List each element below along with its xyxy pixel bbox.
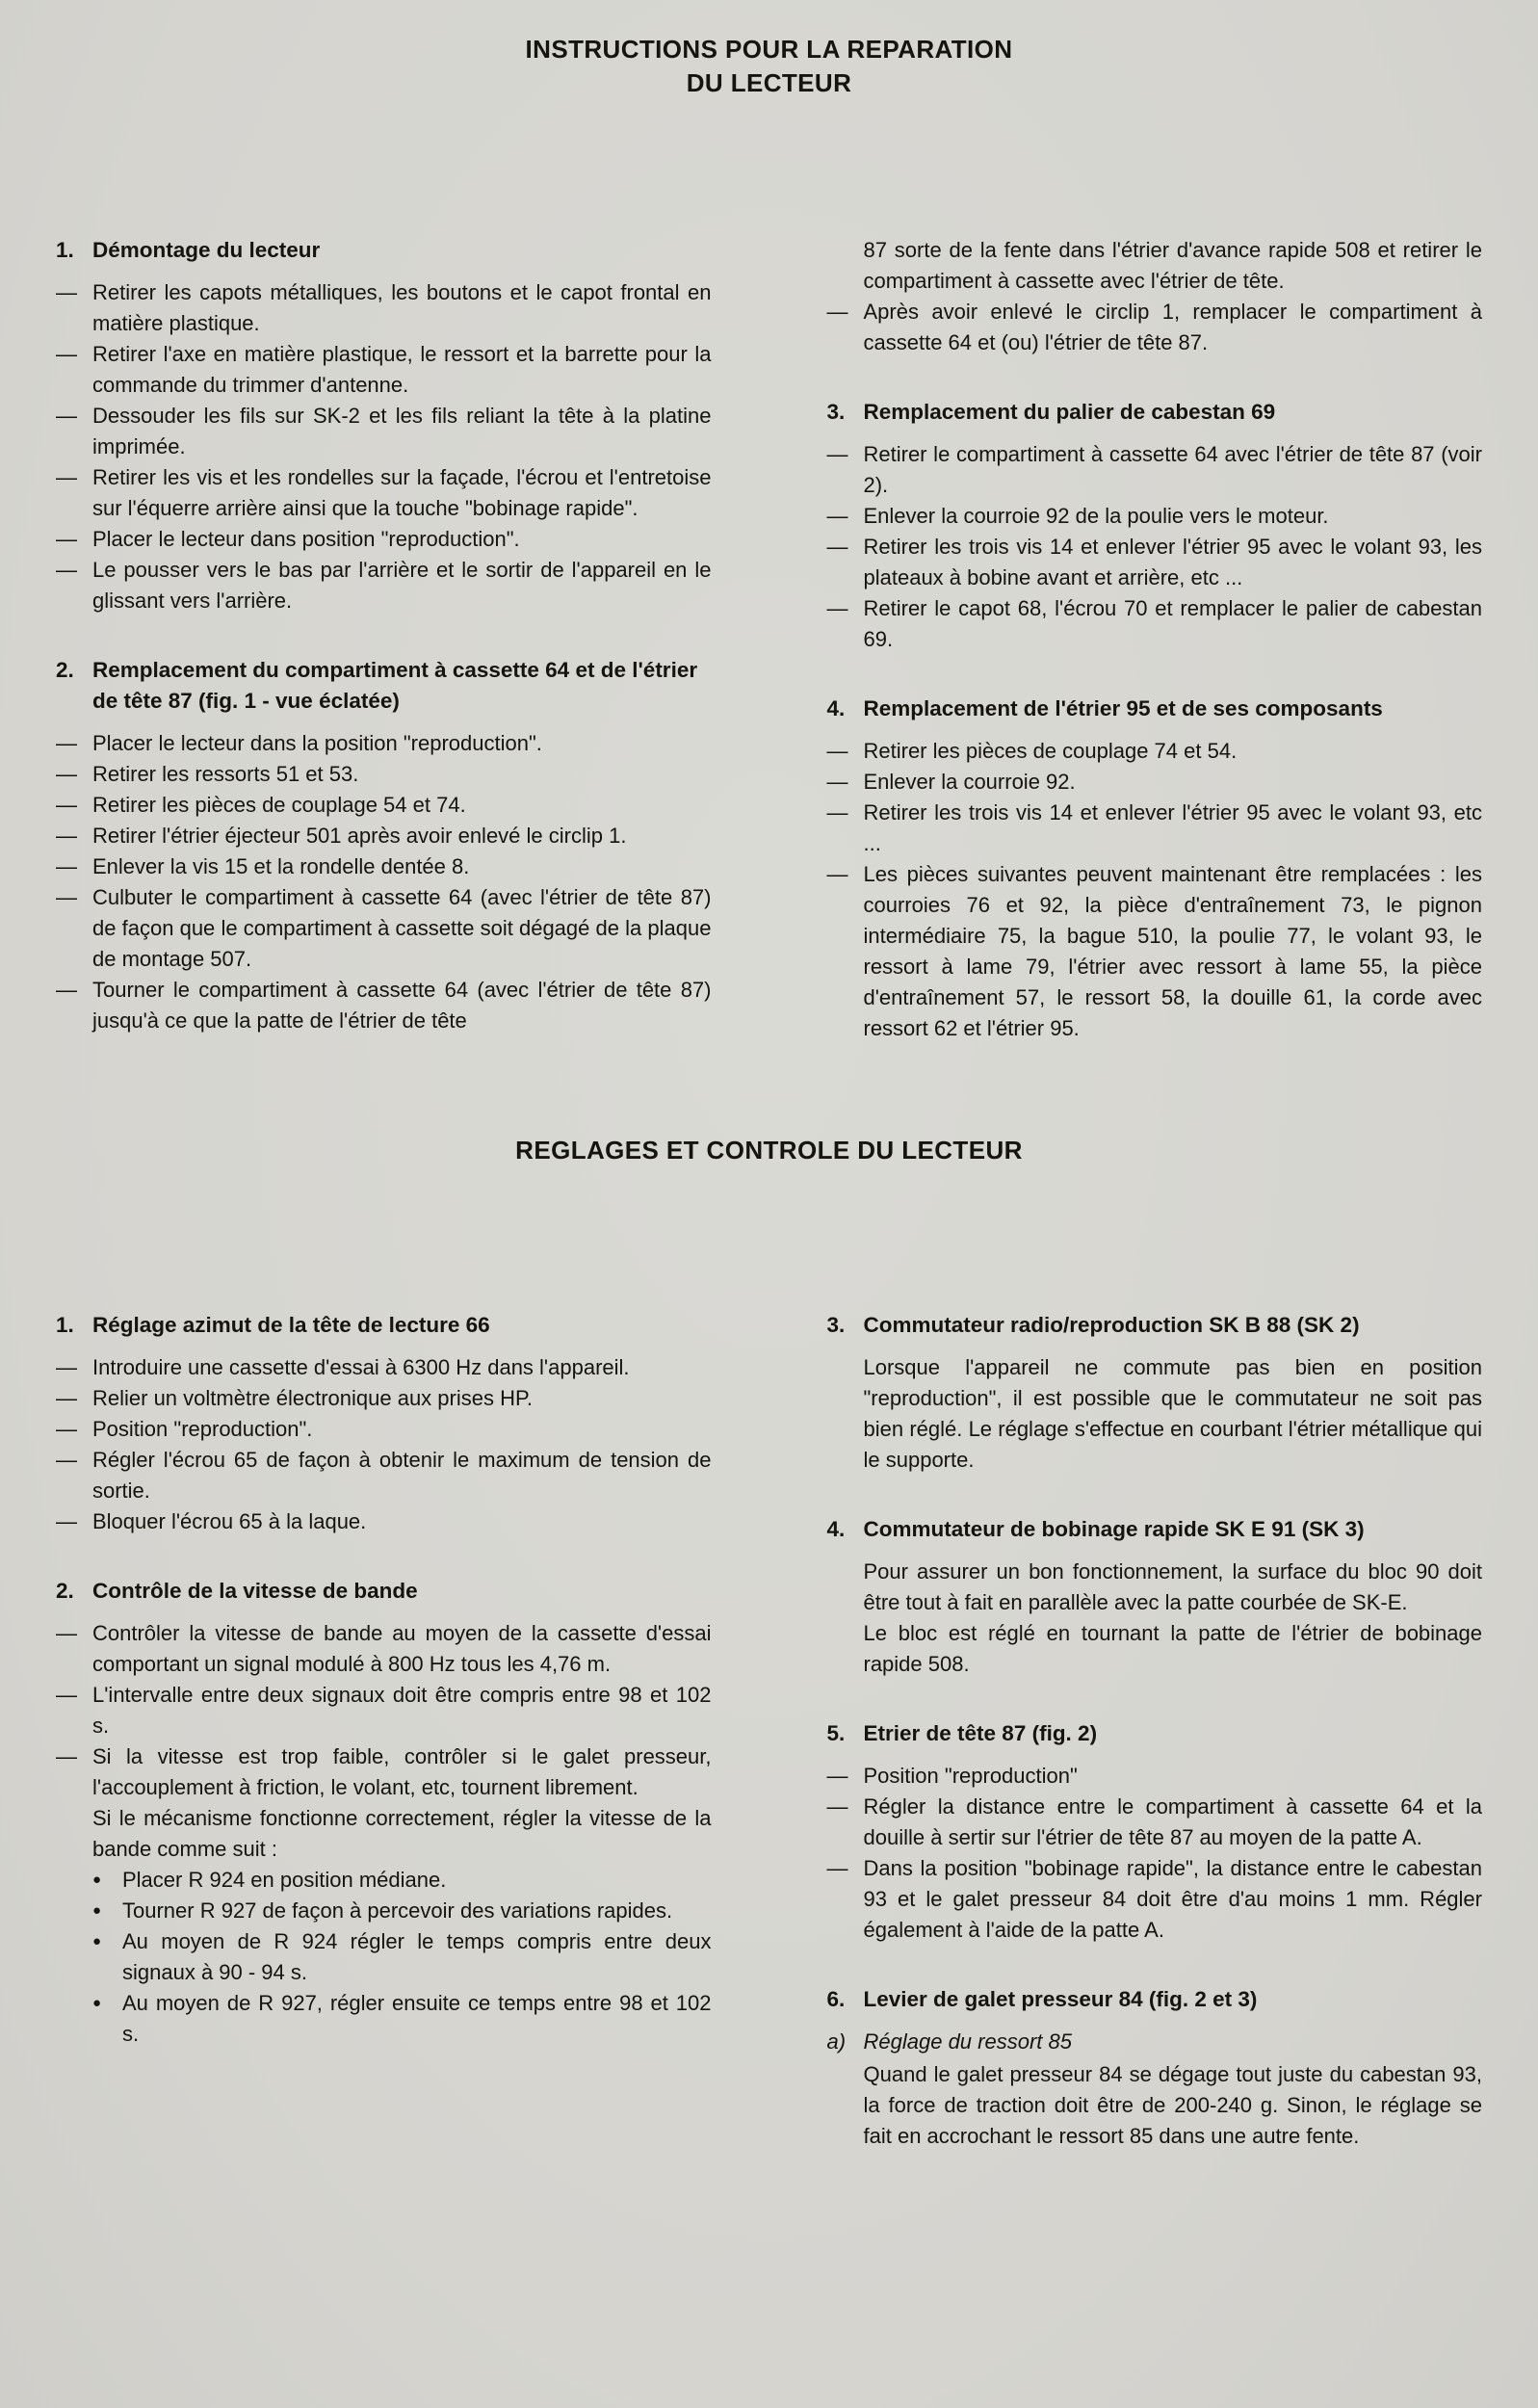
dash-list-item	[827, 297, 1483, 358]
dash-marker-icon: —	[56, 280, 77, 304]
dash-marker-icon: —	[826, 1794, 848, 1819]
section-heading	[827, 397, 1483, 428]
list-item-text: Au moyen de R 924 régler le temps compris entre deux signaux à 90 - 94 s.	[122, 1929, 712, 1984]
paragraph-text: Quand le galet presseur 84 se dégage tout juste du cabestan 93, la force de traction doit être de 200-240 g. Sinon, le réglage se fait en accrochant le ressort 85 dans une autre fente.	[863, 2062, 1482, 2148]
dash-marker-icon: —	[826, 596, 848, 620]
bullet-marker-icon: ●	[92, 1995, 102, 2011]
dash-marker-icon: —	[826, 770, 848, 794]
section-heading-text: Remplacement du compartiment à cassette 64 et de l'étrier de tête 87 (fig. 1 - vue éclatée)	[92, 658, 698, 713]
dash-marker-icon: —	[56, 885, 77, 909]
list-item-text: Placer le lecteur dans position "reproduction".	[92, 527, 520, 551]
dash-marker-icon: —	[56, 558, 77, 582]
list-item-text: Dessouder les fils sur SK-2 et les fils reliant la tête à la platine imprimée.	[92, 404, 712, 458]
list-item-text: Relier un voltmètre électronique aux prises HP.	[92, 1386, 533, 1410]
dash-marker-icon: —	[56, 762, 77, 786]
dash-list-item	[56, 790, 712, 821]
dash-marker-icon: —	[56, 978, 77, 1002]
section-heading-text: Démontage du lecteur	[92, 238, 321, 262]
section-number: 6.	[826, 1987, 846, 2011]
list-item-text: Placer R 924 en position médiane.	[122, 1868, 447, 1892]
section-heading	[827, 1310, 1483, 1341]
list-item-text: Retirer l'étrier éjecteur 501 après avoir enlevé le circlip 1.	[92, 824, 627, 848]
list-item-text: Retirer les ressorts 51 et 53.	[92, 762, 359, 786]
dash-marker-icon: —	[56, 1355, 77, 1379]
dash-list-item	[827, 1761, 1483, 1792]
bullet-marker-icon: ●	[92, 1902, 102, 1919]
section-heading	[827, 694, 1483, 724]
dash-marker-icon: —	[56, 1386, 77, 1410]
dash-list-item	[56, 462, 712, 524]
dash-list-item	[56, 728, 712, 759]
list-item-text: Régler la distance entre le compartiment à cassette 64 et la douille à sertir sur l'étrier de tête 87 au moyen de la patte A.	[863, 1794, 1482, 1849]
dash-list-item	[827, 1853, 1483, 1946]
dash-list-item	[56, 1383, 712, 1414]
dash-marker-icon: —	[56, 1448, 77, 1472]
continuation-text: 87 sorte de la fente dans l'étrier d'avance rapide 508 et retirer le compartiment à cassette avec l'étrier de tête.	[863, 238, 1482, 293]
dash-list-item	[827, 1792, 1483, 1853]
dash-list-item	[56, 555, 712, 616]
dash-list-item	[56, 975, 712, 1036]
dash-list-item	[56, 821, 712, 851]
dash-marker-icon: —	[826, 442, 848, 466]
content-block	[56, 1576, 712, 2050]
adjustments-section	[56, 1310, 1482, 2152]
dash-marker-icon: —	[826, 300, 848, 324]
dash-marker-icon: —	[56, 1621, 77, 1645]
bullet-list-item	[56, 1988, 712, 2050]
content-block	[827, 397, 1483, 655]
adjustments-heading: REGLAGES ET CONTROLE DU LECTEUR	[515, 1136, 1023, 1165]
content-block	[827, 235, 1483, 358]
list-item-text: Enlever la courroie 92 de la poulie vers le moteur.	[863, 504, 1329, 528]
list-item-text: Retirer les pièces de couplage 54 et 74.	[92, 793, 466, 817]
section-heading	[827, 1514, 1483, 1545]
list-item-text: Enlever la vis 15 et la rondelle dentée 8.	[92, 854, 470, 878]
section-number: 4.	[826, 696, 846, 720]
list-item-text: Retirer les vis et les rondelles sur la façade, l'écrou et l'entretoise sur l'équerre arrière ainsi que la touche "bobinage rapide".	[92, 465, 712, 520]
content-block	[827, 694, 1483, 1044]
section-heading	[56, 1576, 712, 1607]
list-item-text: Retirer les trois vis 14 et enlever l'étrier 95 avec le volant 93, etc ...	[863, 800, 1482, 855]
section-number: 3.	[826, 1313, 846, 1337]
dash-list-item	[56, 1506, 712, 1537]
section-heading-text: Commutateur de bobinage rapide SK E 91 (SK 3)	[863, 1517, 1365, 1541]
dash-list-item	[56, 524, 712, 555]
list-item-text: Contrôler la vitesse de bande au moyen de la cassette d'essai comportant un signal modulé à 800 Hz tous les 4,76 m.	[92, 1621, 712, 1676]
dash-list-item	[827, 593, 1483, 655]
dash-list-item	[56, 1618, 712, 1680]
section-heading-text: Réglage azimut de la tête de lecture 66	[92, 1313, 490, 1337]
section-heading-text: Etrier de tête 87 (fig. 2)	[863, 1721, 1098, 1745]
dash-list-item	[56, 401, 712, 462]
dash-list-item	[827, 439, 1483, 501]
dash-marker-icon: —	[56, 1744, 77, 1768]
list-item-text: Retirer les capots métalliques, les boutons et le capot frontal en matière plastique.	[92, 280, 712, 335]
section-heading-text: Remplacement de l'étrier 95 et de ses composants	[863, 696, 1383, 720]
dash-marker-icon: —	[56, 854, 77, 878]
repair-section	[56, 235, 1482, 1044]
section-heading	[827, 1718, 1483, 1749]
dash-marker-icon: —	[56, 342, 77, 366]
dash-list-item	[827, 532, 1483, 593]
dash-marker-icon: —	[826, 800, 848, 824]
repair-left-column	[56, 235, 712, 1044]
dash-list-item	[827, 501, 1483, 532]
dash-marker-icon: —	[826, 535, 848, 559]
dash-list-item	[56, 1741, 712, 1803]
content-block	[56, 235, 712, 616]
section-number: 1.	[56, 1313, 74, 1337]
list-item-text: Dans la position "bobinage rapide", la distance entre le cabestan 93 et le galet presseur 84 doit être d'au moins 1 mm. Régler également à l'aide de la patte A.	[863, 1856, 1482, 1942]
content-block	[827, 1310, 1483, 1476]
sub-heading-text: Réglage du ressort 85	[863, 2029, 1072, 2054]
list-item-text: Retirer les trois vis 14 et enlever l'étrier 95 avec le volant 93, les plateaux à bobine avant et arrière, etc ...	[863, 535, 1482, 589]
dash-marker-icon: —	[56, 824, 77, 848]
list-item-text: Position "reproduction"	[863, 1764, 1078, 1788]
dash-list-item	[827, 859, 1483, 1044]
dash-list-item	[56, 882, 712, 975]
dash-list-item	[56, 339, 712, 401]
list-item-text: Introduire une cassette d'essai à 6300 Hz dans l'appareil.	[92, 1355, 630, 1379]
dash-marker-icon: —	[56, 404, 77, 428]
adjustments-right-column	[827, 1310, 1483, 2152]
list-item-text: Au moyen de R 927, régler ensuite ce temps entre 98 et 102 s.	[122, 1991, 712, 2046]
list-item-text: Le pousser vers le bas par l'arrière et le sortir de l'appareil en le glissant vers l'arrière.	[92, 558, 712, 613]
section-heading	[827, 1984, 1483, 2015]
list-item-text: Retirer le compartiment à cassette 64 avec l'étrier de tête 87 (voir 2).	[863, 442, 1482, 497]
list-item-text: Culbuter le compartiment à cassette 64 (avec l'étrier de tête 87) de façon que le compartiment à cassette soit dégagé de la plaque de montage 507.	[92, 885, 712, 971]
section-heading-text: Levier de galet presseur 84 (fig. 2 et 3)	[863, 1987, 1258, 2011]
section-heading	[56, 655, 712, 717]
dash-list-item	[827, 767, 1483, 798]
section-heading-text: Remplacement du palier de cabestan 69	[863, 400, 1276, 424]
section-heading	[56, 235, 712, 266]
dash-marker-icon: —	[56, 1509, 77, 1533]
adjustments-left-column	[56, 1310, 712, 2152]
dash-marker-icon: —	[56, 1417, 77, 1441]
page-title-line2: DU LECTEUR	[686, 68, 852, 97]
section-heading	[56, 1310, 712, 1341]
dash-marker-icon: —	[56, 1683, 77, 1707]
dash-marker-icon: —	[56, 465, 77, 489]
dash-list-item	[56, 1414, 712, 1445]
section-number: 5.	[826, 1721, 846, 1745]
dash-marker-icon: —	[56, 793, 77, 817]
section-number: 2.	[56, 1579, 74, 1603]
bullet-list-item	[56, 1926, 712, 1988]
dash-marker-icon: —	[826, 1856, 848, 1880]
paragraph-text: Pour assurer un bon fonctionnement, la surface du bloc 90 doit être tout à fait en parallèle avec la patte courbée de SK-E.	[863, 1559, 1482, 1614]
section-number: 1.	[56, 238, 74, 262]
section-heading-text: Commutateur radio/reproduction SK B 88 (SK 2)	[863, 1313, 1360, 1337]
list-item-text: Les pièces suivantes peuvent maintenant être remplacées : les courroies 76 et 92, la pièce d'entraînement 73, le pignon intermédiaire 75, la bague 510, la poulie 77, le volant 93, le ressort à lame 79, l'étrier avec ressort à lame 55, la pièce d'entraînement 57, le ressort 58, la douille 61, la corde avec ressort 62 et l'étrier 95.	[863, 862, 1482, 1040]
dash-marker-icon: —	[826, 739, 848, 763]
list-item-text: Régler l'écrou 65 de façon à obtenir le maximum de tension de sortie.	[92, 1448, 712, 1503]
dash-list-item	[56, 851, 712, 882]
section-number: 2.	[56, 658, 74, 682]
list-item-text: Bloquer l'écrou 65 à la laque.	[92, 1509, 367, 1533]
dash-marker-icon: —	[826, 1764, 848, 1788]
bullet-marker-icon: ●	[92, 1933, 102, 1950]
content-block	[827, 1514, 1483, 1680]
dash-marker-icon: —	[56, 527, 77, 551]
dash-list-item	[56, 759, 712, 790]
list-item-text: Après avoir enlevé le circlip 1, remplacer le compartiment à cassette 64 et (ou) l'étrier de tête 87.	[863, 300, 1482, 354]
section-number: 4.	[826, 1517, 846, 1541]
bullet-marker-icon: ●	[92, 1871, 102, 1888]
dash-list-item	[827, 798, 1483, 859]
dash-list-item	[56, 277, 712, 339]
list-item-text: Retirer le capot 68, l'écrou 70 et remplacer le palier de cabestan 69.	[863, 596, 1482, 651]
dash-list-item	[56, 1680, 712, 1741]
list-item-text: Si la vitesse est trop faible, contrôler si le galet presseur, l'accouplement à friction, le volant, etc, tournent librement.	[92, 1744, 712, 1799]
dash-marker-icon: —	[56, 731, 77, 755]
page-title	[56, 33, 1482, 100]
sub-heading	[827, 2027, 1483, 2057]
list-item-text: Tourner R 927 de façon à percevoir des variations rapides.	[122, 1898, 673, 1923]
paragraph-text: Lorsque l'appareil ne commute pas bien en position "reproduction", il est possible que le commutateur ne soit pas bien réglé. Le réglage s'effectue en courbant l'étrier métallique qui le supporte.	[863, 1355, 1482, 1472]
content-block	[56, 1310, 712, 1537]
content-block	[827, 1718, 1483, 1946]
section-number: 3.	[826, 400, 846, 424]
list-item-text: Retirer les pièces de couplage 74 et 54.	[863, 739, 1238, 763]
dash-marker-icon: —	[826, 504, 848, 528]
list-item-text: Placer le lecteur dans la position "reproduction".	[92, 731, 542, 755]
repair-right-column	[827, 235, 1483, 1044]
dash-marker-icon: —	[826, 862, 848, 886]
paragraph-text: Le bloc est réglé en tournant la patte de l'étrier de bobinage rapide 508.	[863, 1621, 1482, 1676]
bullet-list-item	[56, 1865, 712, 1896]
section-heading-text: Contrôle de la vitesse de bande	[92, 1579, 418, 1603]
list-item-text: Position "reproduction".	[92, 1417, 313, 1441]
list-item-text: Retirer l'axe en matière plastique, le ressort et la barrette pour la commande du trimmer d'antenne.	[92, 342, 712, 397]
dash-list-item	[56, 1352, 712, 1383]
content-block	[56, 655, 712, 1036]
continuation-text: Si le mécanisme fonctionne correctement, régler la vitesse de la bande comme suit :	[92, 1806, 712, 1861]
list-item-text: L'intervalle entre deux signaux doit être compris entre 98 et 102 s.	[92, 1683, 712, 1738]
list-item-text: Enlever la courroie 92.	[863, 770, 1076, 794]
content-block	[827, 1984, 1483, 2152]
dash-list-item	[827, 736, 1483, 767]
sub-heading-label: a)	[826, 2029, 847, 2054]
list-item-text: Tourner le compartiment à cassette 64 (avec l'étrier de tête 87) jusqu'à ce que la patte de l'étrier de tête	[92, 978, 712, 1033]
bullet-list-item	[56, 1896, 712, 1926]
dash-list-item	[56, 1445, 712, 1506]
page-title-line1: INSTRUCTIONS POUR LA REPARATION	[525, 35, 1013, 64]
